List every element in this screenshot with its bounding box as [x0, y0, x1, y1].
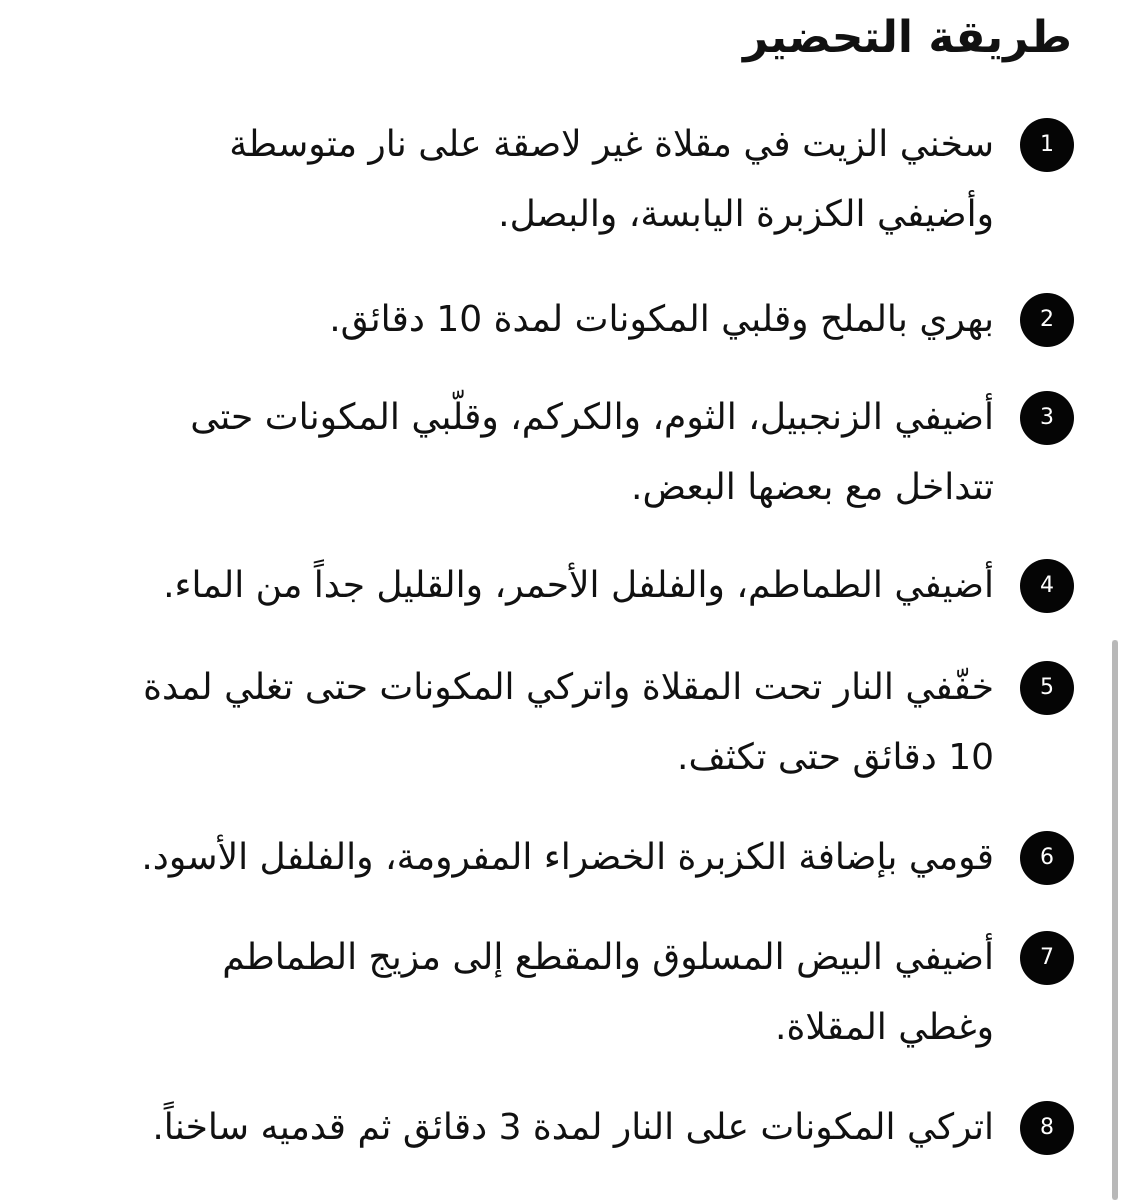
step-text-line: أضيفي الطماطم، والفلفل الأحمر، والقليل جداً من الماء.: [163, 565, 994, 606]
step-number-badge: 3: [1020, 391, 1074, 445]
step-number-badge: 4: [1020, 559, 1074, 613]
step-text-line: بهري بالملح وقلبي المكونات لمدة 10 دقائق.: [329, 299, 994, 340]
section-title: طريقة التحضير: [743, 12, 1072, 63]
step-number-badge: 2: [1020, 293, 1074, 347]
vertical-scrollbar[interactable]: [1112, 640, 1118, 1200]
step-number-badge: 5: [1020, 661, 1074, 715]
step-text-line: وغطي المقلاة.: [775, 1007, 994, 1048]
step-text-line: سخني الزيت في مقلاة غير لاصقة على نار متوسطة: [229, 124, 994, 165]
step-number-badge: 6: [1020, 831, 1074, 885]
step-text-line: أضيفي البيض المسلوق والمقطع إلى مزيج الطماطم: [222, 937, 994, 978]
step-text-line: قومي بإضافة الكزبرة الخضراء المفرومة، والفلفل الأسود.: [141, 837, 994, 878]
step-text-line: تتداخل مع بعضها البعض.: [631, 467, 994, 508]
step-number-badge: 8: [1020, 1101, 1074, 1155]
step-text-line: اتركي المكونات على النار لمدة 3 دقائق ثم قدميه ساخناً.: [152, 1107, 994, 1148]
step-text-line: وأضيفي الكزبرة اليابسة، والبصل.: [498, 194, 994, 235]
step-number-badge: 7: [1020, 931, 1074, 985]
scrollbar-thumb[interactable]: [1112, 640, 1118, 1200]
step-text-line: خفّفي النار تحت المقلاة واتركي المكونات حتى تغلي لمدة: [143, 667, 994, 708]
step-text-line: أضيفي الزنجبيل، الثوم، والكركم، وقلّبي المكونات حتى: [190, 397, 994, 438]
step-number-badge: 1: [1020, 118, 1074, 172]
step-text-line: 10 دقائق حتى تكثف.: [677, 737, 994, 778]
